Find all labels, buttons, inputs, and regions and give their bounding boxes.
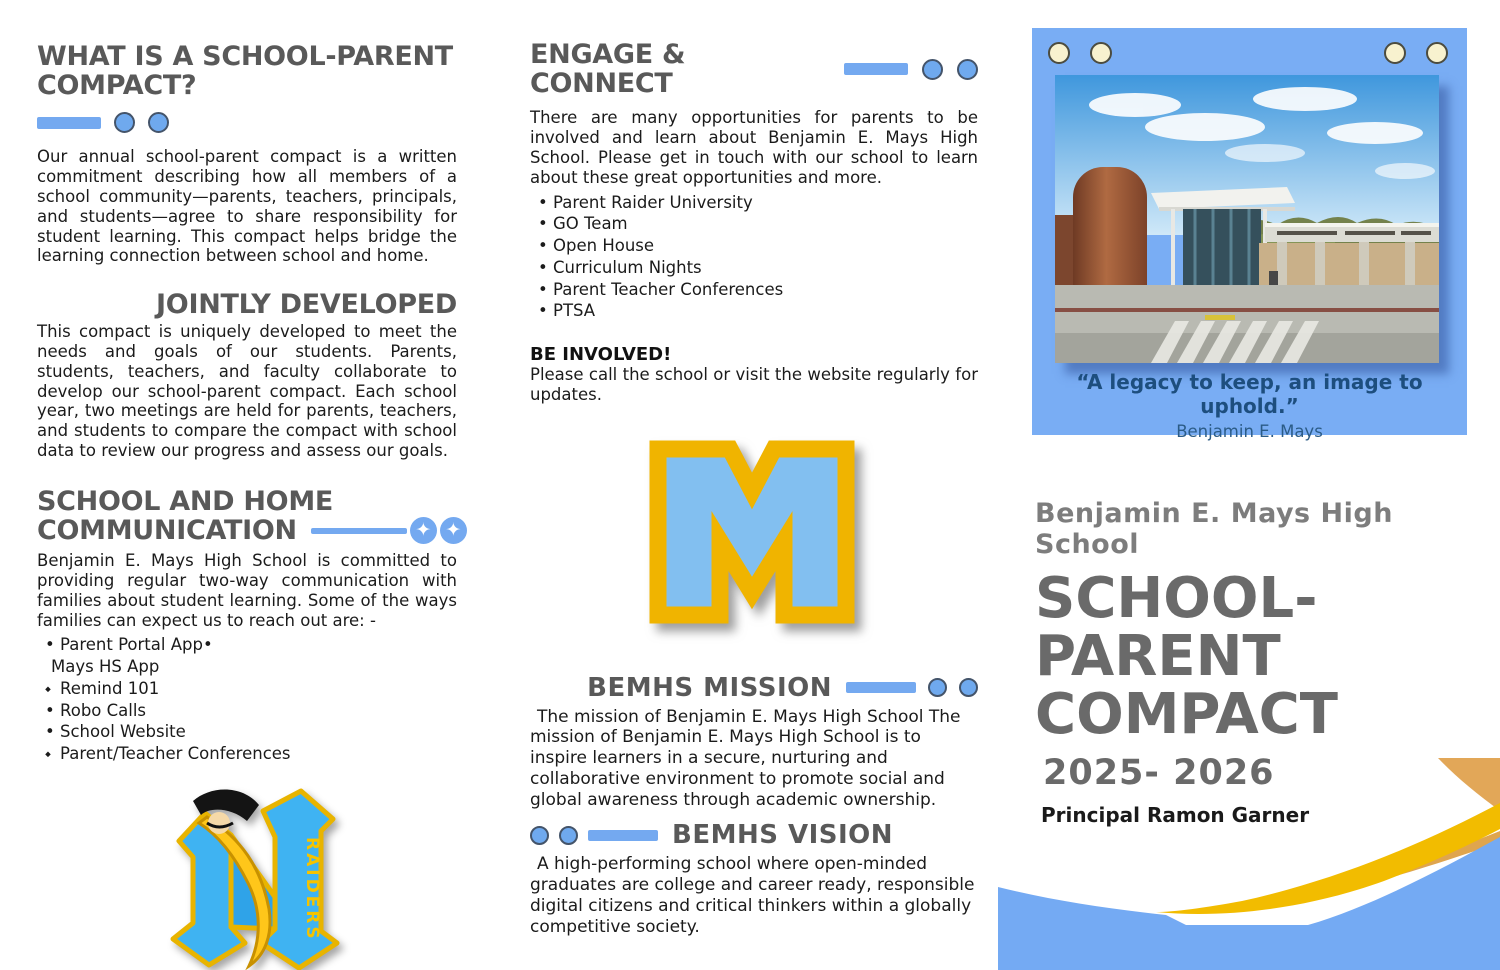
bullet-glyph: •: [45, 635, 55, 655]
accent-bar: [37, 117, 101, 129]
left-column: [37, 41, 462, 970]
list-item-label: School Website: [60, 722, 186, 742]
cream-dot-icon: [1090, 42, 1112, 64]
cream-dot-icon: [1384, 42, 1406, 64]
section-title-bemhs-vision: BEMHS VISION: [672, 820, 894, 851]
communication-paragraph: Benjamin E. Mays High School is committed to providing regular two-way communication with families about student learning. Some of the ways families can expect us to reach out are: -: [37, 551, 457, 630]
list-item: [45, 678, 457, 700]
list-item-label: Robo Calls: [60, 700, 147, 720]
list-item: [538, 235, 978, 257]
list-item-label: PTSA: [553, 301, 596, 321]
list-item: [45, 656, 457, 678]
cream-dot-icon: [1048, 42, 1070, 64]
engage-connect-heading: [530, 40, 978, 98]
wave-decoration: [990, 752, 1500, 970]
engage-connect-paragraph: There are many opportunities for parents to be involved and learn about Benjamin E. Mays High School. Please get in touch with our school to learn about these great opportunities and more.: [530, 108, 978, 187]
section-title-engage-connect: ENGAGE & CONNECT: [530, 39, 686, 100]
accent-bar: [844, 63, 908, 75]
list-item: [45, 700, 457, 722]
bullet-glyph: ⬩: [45, 678, 51, 698]
legacy-quote: “A legacy to keep, an image to uphold.”: [1076, 370, 1423, 418]
bullet-glyph: •: [45, 700, 55, 720]
bullet-glyph: •: [538, 214, 548, 234]
section-title-school-home-communication: [37, 485, 462, 546]
cover-title-line2: PARENT: [1035, 624, 1281, 690]
list-item-label: Remind 101: [60, 678, 160, 698]
list-item: [538, 213, 978, 235]
sign-lettering: [1277, 231, 1431, 235]
cover-panel: [1032, 28, 1467, 441]
school-building-photo: [1055, 75, 1439, 363]
block-m-logo: [626, 421, 978, 647]
bemhs-vision-heading: [530, 820, 978, 850]
bullet-glyph: ⬩: [45, 744, 51, 764]
sparkle-icon: ✦: [410, 517, 437, 544]
list-item: [45, 743, 457, 765]
bullet-glyph: •: [538, 257, 548, 277]
accent-bar: [846, 682, 916, 693]
accent-dot-icon: [959, 678, 978, 697]
list-item: [45, 634, 457, 656]
section-title-what-is-compact: WHAT IS A SCHOOL-PARENT COMPACT?: [37, 41, 453, 102]
section-title-jointly-developed: JOINTLY DEVELOPED: [156, 289, 457, 321]
bullet-glyph: •: [538, 236, 548, 256]
accent-dot-icon: [922, 59, 943, 80]
accent-dot-icon: [530, 826, 549, 845]
bullet-glyph: •: [538, 279, 548, 299]
engage-connect-list: [538, 192, 978, 323]
accent-dot-icon: [559, 826, 578, 845]
list-item-label: Parent Portal App•: [60, 635, 213, 655]
list-item: [538, 257, 978, 279]
bullet-glyph: •: [538, 301, 548, 321]
communication-title-line2: COMMUNICATION: [37, 514, 297, 546]
accent-bar: [588, 830, 658, 841]
accent-dot-icon: [114, 112, 135, 133]
be-involved-title: BE INVOLVED!: [530, 344, 672, 366]
raiders-vertical-text: RAIDERS: [302, 836, 322, 942]
list-item: [538, 279, 978, 301]
principal-name: Principal Ramon Garner: [1041, 802, 1310, 827]
quote-block: [1032, 370, 1467, 441]
communication-list: [45, 634, 457, 765]
list-item-label: GO Team: [553, 214, 628, 234]
cream-dot-icon: [1426, 42, 1448, 64]
middle-column: [530, 40, 978, 937]
list-item-label: Curriculum Nights: [553, 257, 702, 277]
jointly-developed-paragraph: This compact is uniquely developed to meet the needs and goals of our students. Parents, students, teachers, and faculty collaborate to develop our school-parent compact. Each school year, two meetings are held for parents, teachers, and students to compare the compact with school data to review our progress and assess our goals.: [37, 322, 457, 461]
cover-title-line1: SCHOOL-: [1035, 566, 1318, 631]
quote-author: Benjamin E. Mays: [1176, 422, 1323, 441]
list-item-label: Mays HS App: [51, 657, 160, 677]
cover-title: [1035, 566, 1495, 748]
section-title-bemhs-mission: BEMHS MISSION: [587, 672, 832, 703]
bullet-glyph: •: [45, 722, 55, 742]
accent-dot-icon: [957, 59, 978, 80]
list-item-label: Open House: [553, 236, 655, 256]
cover-title-line3: COMPACT: [1035, 682, 1338, 748]
bullet-glyph: •: [538, 192, 548, 212]
communication-title-line1: SCHOOL AND HOME: [37, 485, 334, 517]
what-is-compact-paragraph: Our annual school-parent compact is a written commitment describing how all members of a school community—parents, teachers, principals, and students—agree to share responsibility for student learning. This compact helps bridge the learning connection between school and home.: [37, 147, 457, 266]
accent-dot-icon: [148, 112, 169, 133]
mission-paragraph: The mission of Benjamin E. Mays High School The mission of Benjamin E. Mays High School is to inspire learners in a secure, nurturing and collaborative environment to promote social and global awareness through academic ownership.: [530, 706, 961, 810]
sparkle-icon: ✦: [440, 517, 467, 544]
vision-paragraph: A high-performing school where open-minded graduates are college and career ready, responsible digital citizens and critical thinkers within a globally competitive society.: [530, 854, 975, 937]
be-involved-paragraph: Please call the school or visit the website regularly for updates.: [530, 365, 978, 404]
list-item-label: Parent Raider University: [553, 192, 753, 212]
raiders-m-logo: [149, 779, 457, 970]
list-item: [538, 300, 978, 322]
school-name: Benjamin E. Mays High School: [1035, 498, 1393, 560]
list-item: [45, 721, 457, 743]
accent-dot-icon: [928, 678, 947, 697]
school-years: 2025- 2026: [1043, 752, 1275, 793]
accent-rule: [311, 528, 407, 534]
list-item: [538, 192, 978, 214]
bemhs-mission-heading: [530, 673, 978, 703]
heading-ornament: [37, 112, 457, 133]
list-item-label: Parent/Teacher Conferences: [60, 744, 291, 764]
list-item-label: Parent Teacher Conferences: [553, 279, 784, 299]
